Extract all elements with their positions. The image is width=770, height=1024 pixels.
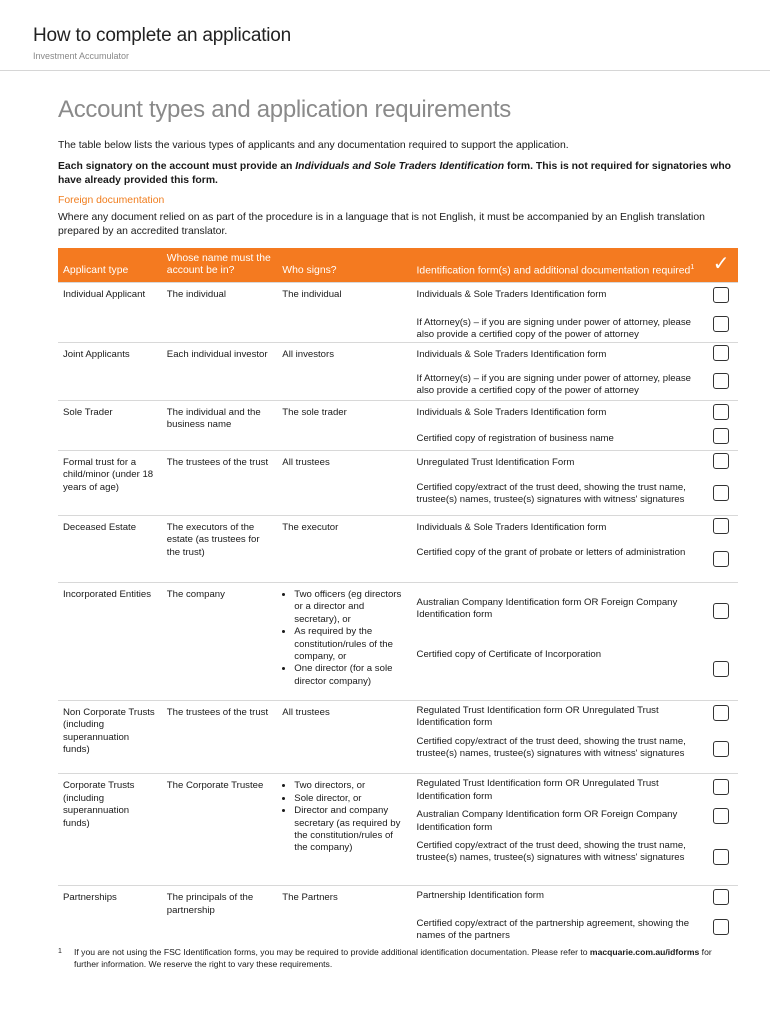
table-row xyxy=(58,343,738,367)
checkbox-cell xyxy=(704,834,738,886)
applicant-type-cell: Non Corporate Trusts (including superannuation funds) xyxy=(58,701,162,774)
checkmark-icon: ✓ xyxy=(704,248,738,283)
required-document: Australian Company Identification form OR Foreign Company Identification form xyxy=(412,583,705,643)
checkbox-cell xyxy=(704,401,738,427)
document-checkbox[interactable] xyxy=(713,849,729,865)
document-checkbox[interactable] xyxy=(713,808,729,824)
header-divider xyxy=(0,70,770,71)
required-document: Regulated Trust Identification form OR Unregulated Trust Identification form xyxy=(412,774,705,803)
required-document: Regulated Trust Identification form OR Unregulated Trust Identification form xyxy=(412,701,705,730)
who-signs-cell: The Partners xyxy=(277,886,411,946)
table-header-row xyxy=(58,248,738,283)
checkbox-cell xyxy=(704,427,738,451)
checkbox-cell xyxy=(704,343,738,367)
checkbox-cell xyxy=(704,476,738,516)
idforms-link[interactable]: macquarie.com.au/idforms xyxy=(589,947,700,957)
table-row xyxy=(58,774,738,803)
document-checkbox[interactable] xyxy=(713,453,729,469)
account-name-cell: Each individual investor xyxy=(162,343,278,401)
required-document: Certified copy/extract of the trust deed, showing the trust name, trustee(s) names, trustee(s) signatures with witness' signatures xyxy=(416,735,686,760)
header-whose-name: Whose name must the account be in? xyxy=(162,248,278,283)
table-body xyxy=(58,283,738,946)
account-name-cell: The trustees of the trust xyxy=(162,701,278,774)
who-signs-cell xyxy=(277,774,411,886)
who-signs-cell xyxy=(277,583,411,701)
applicant-type-cell: Deceased Estate xyxy=(58,516,162,583)
document-checkbox[interactable] xyxy=(713,603,729,619)
checkbox-cell xyxy=(704,730,738,774)
foreign-documentation-heading: Foreign documentation xyxy=(58,195,165,206)
document-subtitle: Investment Accumulator xyxy=(33,51,130,61)
account-name-cell: The Corporate Trustee xyxy=(162,774,278,886)
required-document: Individuals & Sole Traders Identification form xyxy=(412,343,705,367)
document-checkbox[interactable] xyxy=(713,404,729,420)
checkbox-cell xyxy=(704,283,738,311)
document-title: How to complete an application xyxy=(33,25,292,46)
page-header xyxy=(33,25,291,61)
applicant-type-cell: Partnerships xyxy=(58,886,162,946)
required-document: If Attorney(s) – if you are signing under power of attorney, please also provide a certified copy of the power of attorney xyxy=(416,316,692,340)
signatory-list-item: • Two officers (eg directors or a director and secretary), or xyxy=(294,589,406,626)
document-checkbox[interactable] xyxy=(713,345,729,361)
applicant-type-cell: Joint Applicants xyxy=(58,343,162,401)
checkbox-cell xyxy=(704,774,738,803)
document-checkbox[interactable] xyxy=(713,551,729,567)
signatory-list-item: • Two directors, or xyxy=(294,780,406,792)
who-signs-cell: The individual xyxy=(277,283,411,343)
account-name-cell: The executors of the estate (as trustees for the trust) xyxy=(162,516,278,583)
required-document: Partnership Identification form xyxy=(412,886,705,912)
who-signs-cell: All trustees xyxy=(277,451,411,516)
signatory-list xyxy=(282,780,406,854)
header-applicant-type: Applicant type xyxy=(58,248,162,283)
document-checkbox[interactable] xyxy=(713,316,729,332)
table-row xyxy=(58,401,738,427)
section-title: Account types and application requirements xyxy=(58,96,512,123)
applicant-type-cell: Formal trust for a child/minor (under 18 years of age) xyxy=(58,451,162,516)
checkbox-cell xyxy=(704,886,738,912)
signatory-list-item: • One director (for a sole director company) xyxy=(294,663,406,688)
required-document: Certified copy of Certificate of Incorporation xyxy=(416,648,602,660)
table-row xyxy=(58,886,738,912)
account-name-cell: The company xyxy=(162,583,278,701)
table-row xyxy=(58,583,738,643)
required-document: Certified copy/extract of the trust deed, showing the trust name, trustee(s) names, trustee(s) signatures with witness' signatures xyxy=(416,839,686,864)
document-checkbox[interactable] xyxy=(713,518,729,534)
table-row xyxy=(58,701,738,730)
required-document: Unregulated Trust Identification Form xyxy=(412,451,705,476)
applicant-type-cell: Individual Applicant xyxy=(58,283,162,343)
document-checkbox[interactable] xyxy=(713,373,729,389)
account-name-cell: The trustees of the trust xyxy=(162,451,278,516)
document-checkbox[interactable] xyxy=(713,889,729,905)
header-id-forms: Identification form(s) and additional documentation required$^1$ xyxy=(412,248,705,283)
document-checkbox[interactable] xyxy=(713,287,729,303)
required-document: If Attorney(s) – if you are signing under power of attorney, please also provide a certified copy of the power of attorney xyxy=(416,372,692,396)
checkbox-cell xyxy=(704,701,738,730)
footnote-text: If you are not using the FSC Identification forms, you may be required to provide additional identification documentation. Please refer to macquarie.com.au/idforms for further information. We reserve the right to vary these requirements. xyxy=(74,947,712,969)
requirements-table xyxy=(58,248,738,946)
document-checkbox[interactable] xyxy=(713,919,729,935)
required-document: Certified copy of the grant of probate or letters of administration xyxy=(416,546,686,558)
required-document: Certified copy of registration of business name xyxy=(416,432,614,444)
checkbox-cell xyxy=(704,451,738,476)
signatory-list-item: • As required by the constitution/rules of the company, or xyxy=(294,626,406,663)
account-name-cell: The individual and the business name xyxy=(162,401,278,451)
intro-paragraph: The table below lists the various types of applicants and any documentation required to support the application. xyxy=(58,140,569,151)
table-row xyxy=(58,516,738,541)
checkbox-cell xyxy=(704,912,738,946)
checkbox-cell xyxy=(704,541,738,583)
table-row xyxy=(58,283,738,311)
checkbox-cell xyxy=(704,583,738,643)
required-document: Australian Company Identification form OR Foreign Company Identification form xyxy=(416,809,678,833)
who-signs-cell: The sole trader xyxy=(277,401,411,451)
applicant-type-cell: Sole Trader xyxy=(58,401,162,451)
form-name: Individuals and Sole Traders Identification xyxy=(295,161,505,172)
signatory-list-item: • Sole director, or xyxy=(294,793,406,805)
required-document: Individuals & Sole Traders Identification form xyxy=(412,516,705,541)
applicant-type-cell: Incorporated Entities xyxy=(58,583,162,701)
table-row xyxy=(58,451,738,476)
document-checkbox[interactable] xyxy=(713,741,729,757)
document-checkbox[interactable] xyxy=(713,779,729,795)
required-document: Individuals & Sole Traders Identification form xyxy=(412,283,705,311)
footnote-number: 1 xyxy=(58,948,62,955)
header-who-signs: Who signs? xyxy=(277,248,411,283)
checkbox-cell xyxy=(704,803,738,834)
required-document: Certified copy/extract of the trust deed, showing the trust name, trustee(s) names, trustee(s) signatures with witness' signatures xyxy=(416,481,686,505)
document-checkbox[interactable] xyxy=(713,428,729,444)
checkbox-cell xyxy=(704,516,738,541)
required-document: Certified copy/extract of the partnership agreement, showing the names of the partners xyxy=(416,917,690,942)
account-name-cell: The principals of the partnership xyxy=(162,886,278,946)
who-signs-cell: All trustees xyxy=(277,701,411,774)
checkbox-cell xyxy=(704,367,738,401)
checkbox-cell xyxy=(704,643,738,701)
who-signs-cell: The executor xyxy=(277,516,411,583)
account-name-cell: The individual xyxy=(162,283,278,343)
required-document: Individuals & Sole Traders Identification form xyxy=(412,401,705,427)
applicant-type-cell: Corporate Trusts (including superannuation funds) xyxy=(58,774,162,886)
signatory-list xyxy=(282,589,406,688)
signatory-list-item: • Director and company secretary (as required by the constitution/rules of the company) xyxy=(294,805,406,855)
foreign-documentation-text: Where any document relied on as part of the procedure is in a language that is not English, it must be accompanied by an English translation prepared by an accredited translator. xyxy=(58,212,705,237)
document-checkbox[interactable] xyxy=(713,705,729,721)
document-checkbox[interactable] xyxy=(713,485,729,501)
who-signs-cell: All investors xyxy=(277,343,411,401)
document-checkbox[interactable] xyxy=(713,661,729,677)
signatory-note: Each signatory on the account must provide an Individuals and Sole Traders Identification form. This is not required for signatories who have already provided this form. xyxy=(58,161,732,186)
checkbox-cell xyxy=(704,311,738,343)
